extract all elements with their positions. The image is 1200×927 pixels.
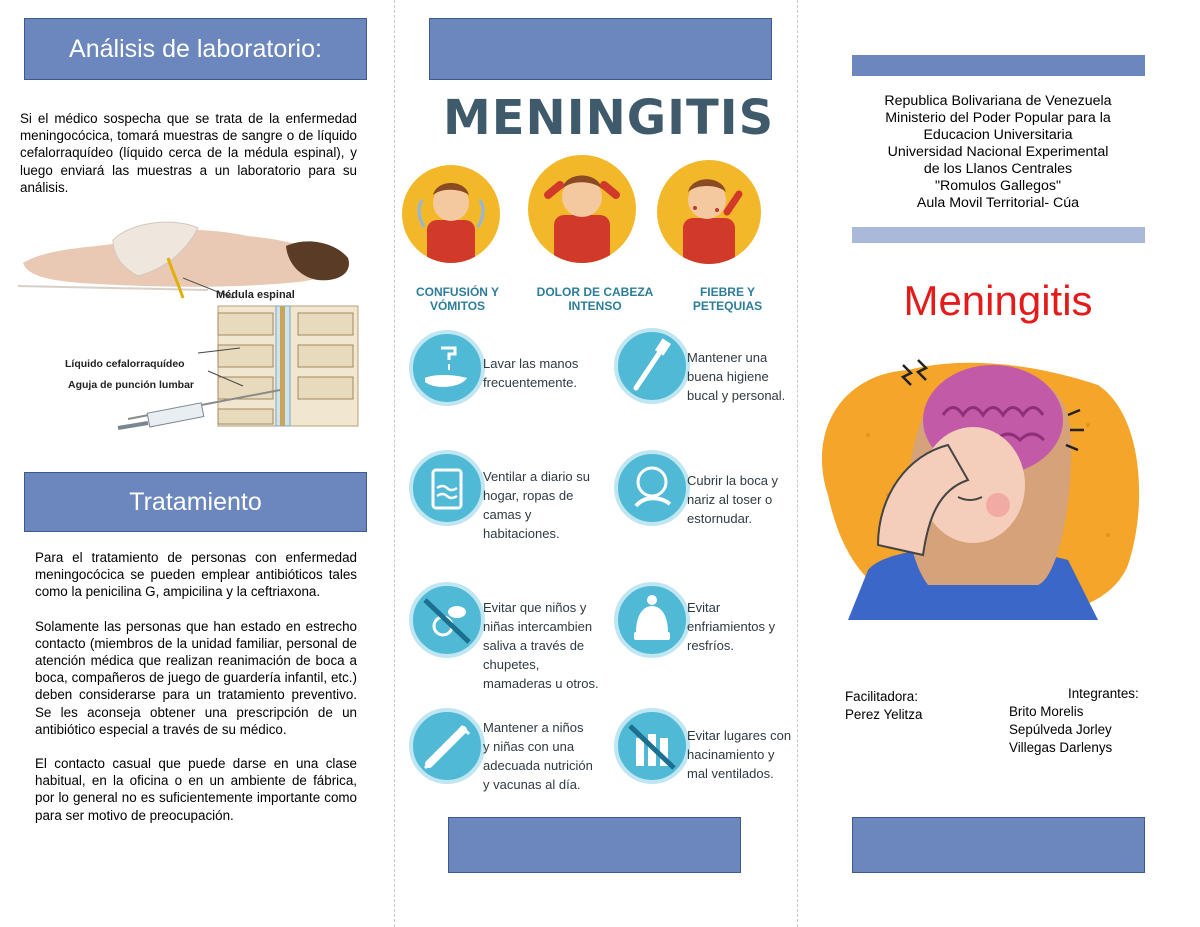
prevention-text-1: Lavar las manos frecuentemente.	[483, 356, 579, 390]
headache-child-icon	[528, 155, 636, 263]
ventilation-icon	[409, 450, 485, 526]
treatment-header	[24, 472, 367, 532]
symptom-label-1: CONFUSIÓN Y VÓMITOS	[415, 285, 500, 313]
lab-analysis-header	[24, 18, 367, 80]
institution-line-2: Ministerio del Poder Popular para la	[885, 110, 1111, 126]
institution-line-6: "Romulos Gallegos"	[935, 178, 1061, 194]
prevention-text-4: Cubrir la boca y nariz al toser o estornudar.	[687, 473, 779, 526]
lab-analysis-text	[20, 110, 357, 196]
top-divider-bar	[852, 55, 1145, 76]
no-pacifier-icon	[409, 582, 485, 658]
cough-icon	[614, 450, 690, 526]
infographic-title: MENINGITIS	[443, 90, 775, 146]
symptom-label-3: FIEBRE Y PETEQUIAS	[692, 285, 763, 313]
member-3: Villegas Darlenys	[1009, 740, 1113, 755]
symptom-circle-1	[402, 165, 500, 263]
needle-label: Aguja de punción lumbar	[68, 379, 195, 391]
middle-top-box	[429, 18, 772, 80]
facilitator-name: Perez Yelitza	[845, 707, 923, 722]
treatment-paragraph-2: Solamente las personas que han estado en estrecho contacto (miembros de la unidad familiar, personal de atención médica que realizan reanimación de boca a boca, compañeros de juego de guardería infantil, etc.) deben considerarse para un tratamiento preventivo. Se les aconseja obtener una prescripción de un antibiótico especial a través de su médico.	[35, 618, 357, 737]
middle-panel	[395, 0, 797, 927]
right-panel	[798, 0, 1200, 927]
winter-hat-icon	[614, 582, 690, 658]
institution-line-5: de los Llanos Centrales	[923, 161, 1073, 177]
lumbar-puncture-illustration	[18, 218, 368, 443]
prevention-text-6: Evitar enfriamientos y resfríos.	[687, 600, 776, 653]
symptom-circle-3	[657, 160, 761, 264]
prevention-text-3: Ventilar a diario su hogar, ropas de camas y habitaciones.	[483, 469, 590, 541]
lab-analysis-paragraph: Si el médico sospecha que se trata de la enfermedad meningocócica, tomará muestras de sangre o de líquido cefalorraquídeo (líquido cerca de la médula espinal), y luego enviará las muestras a un laboratorio para su análisis.	[20, 111, 357, 195]
headache-woman-illustration	[808, 345, 1148, 620]
middle-bottom-box	[448, 817, 741, 873]
prevention-text-2: Mantener una buena higiene bucal y personal.	[687, 350, 786, 403]
members-label: Integrantes:	[1068, 686, 1139, 701]
confused-child-icon	[402, 165, 500, 263]
member-1: Brito Morelis	[1009, 704, 1084, 719]
institution-line-4: Universidad Nacional Experimental	[887, 144, 1109, 160]
symptom-label-2: DOLOR DE CABEZA INTENSO	[536, 285, 654, 313]
cover-title: Meningitis	[903, 277, 1093, 324]
syringe-icon	[409, 708, 485, 784]
institution-line-7: Aula Movil Territorial- Cúa	[916, 195, 1080, 211]
member-2: Sepúlveda Jorley	[1009, 722, 1112, 737]
spinal-cord-label: Médula espinal	[216, 289, 295, 301]
toothbrush-icon	[614, 328, 690, 404]
right-bottom-box	[852, 817, 1145, 873]
prevention-text-7: Mantener a niños y niñas con una adecuada nutrición y vacunas al día.	[483, 720, 593, 792]
treatment-paragraph-1: Para el tratamiento de personas con enfermedad meningocócica se pueden emplear antibióticos tales como la penicilina G, ampicilina y la ceftriaxona.	[35, 550, 357, 600]
treatment-text	[35, 549, 357, 841]
treatment-header-text: Tratamiento	[129, 487, 262, 516]
no-crowd-icon	[614, 708, 690, 784]
treatment-paragraph-3: El contacto casual que puede darse en una clase habitual, en la oficina o en un ambiente de fábrica, por lo general no es suficientemente importante como para ser motivo de preocupación.	[35, 756, 357, 823]
lab-analysis-header-text: Análisis de laboratorio:	[69, 34, 322, 63]
second-divider-bar	[852, 227, 1145, 243]
prevention-text-8: Evitar lugares con hacinamiento y mal ventilados.	[687, 728, 792, 781]
institution-block	[838, 93, 1158, 212]
institution-line-3: Educacion Universitaria	[923, 127, 1073, 143]
hand-washing-icon	[409, 330, 485, 406]
fever-child-icon	[657, 160, 761, 264]
prevention-text-5: Evitar que niños y niñas intercambien saliva a través de chupetes, mamaderas u otros.	[483, 600, 599, 691]
left-panel	[0, 0, 394, 927]
symptom-circle-2	[528, 155, 636, 263]
facilitator-label: Facilitadora:	[845, 689, 918, 704]
csf-label: Líquido cefalorraquídeo	[65, 358, 185, 370]
institution-line-1: Republica Bolivariana de Venezuela	[884, 93, 1112, 109]
